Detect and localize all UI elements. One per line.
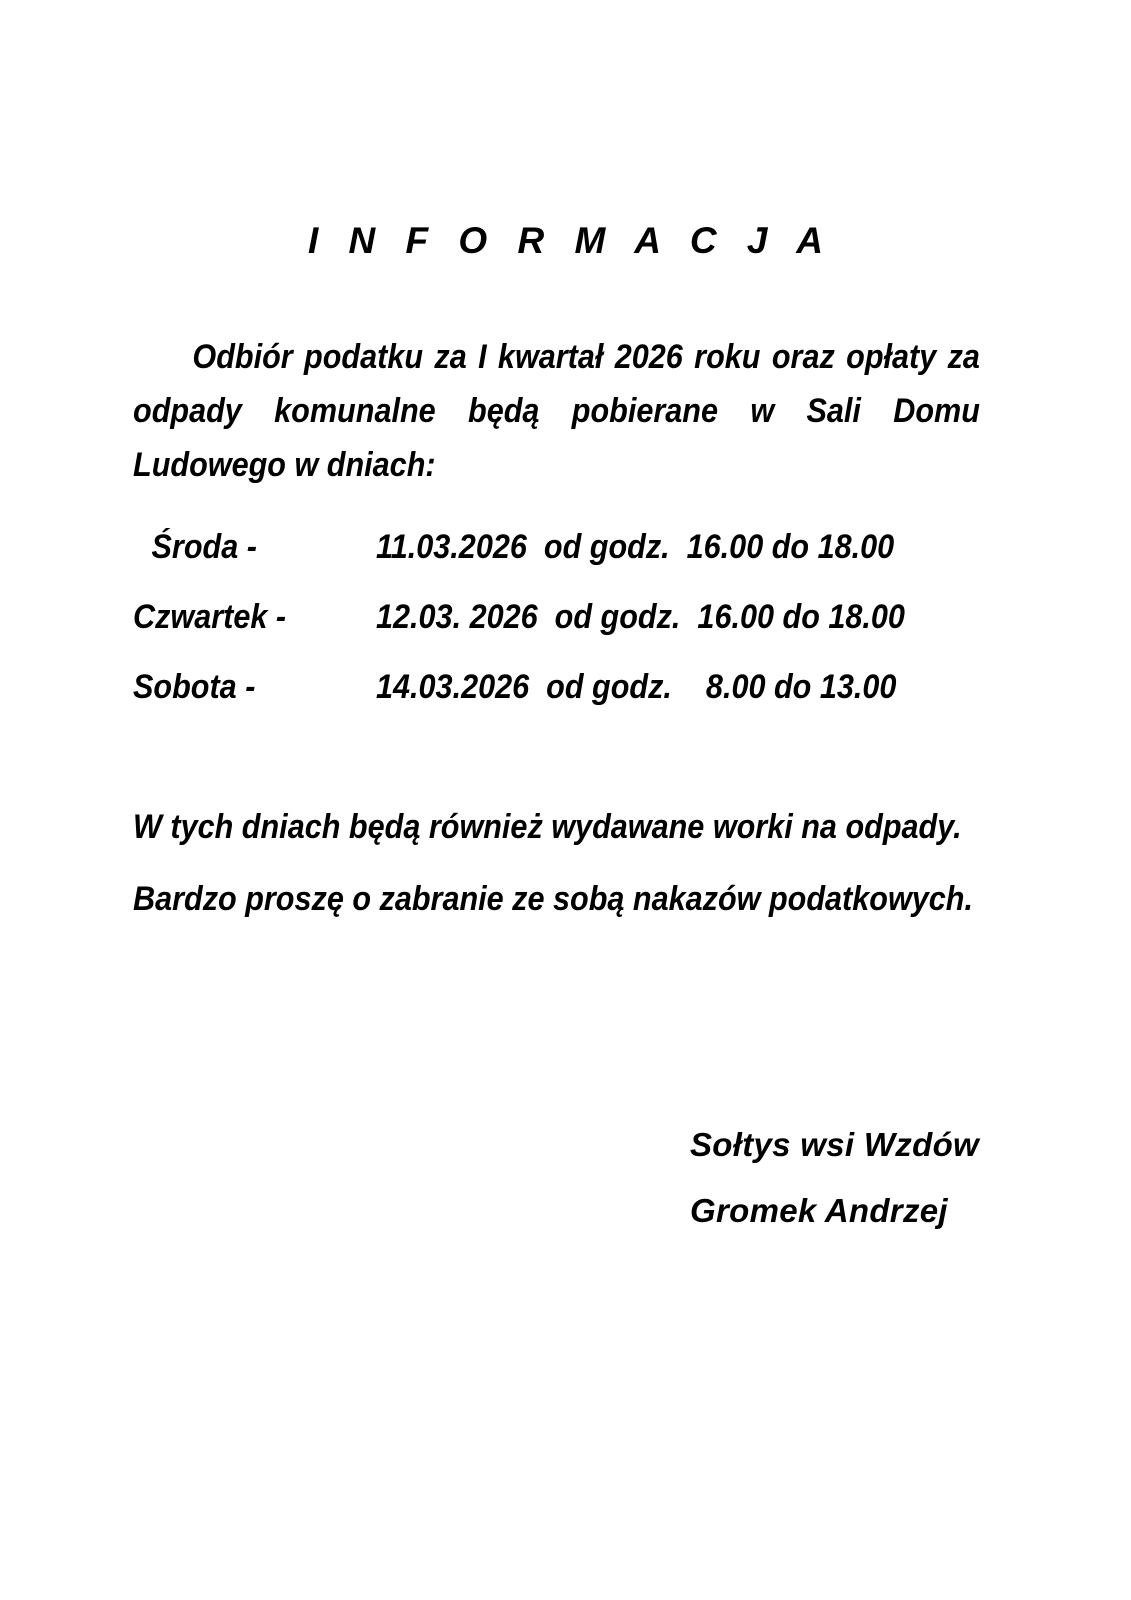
page-title: I N F O R M A C J A (307, 219, 834, 261)
intro-section (133, 330, 980, 492)
schedule-row (133, 652, 1033, 722)
schedule-day-label: Środa - (143, 528, 257, 566)
paragraph-spacer (133, 854, 980, 872)
request-paragraph: Bardzo proszę o zabranie ze sobą nakazów podatkowych. (133, 880, 973, 918)
signature-block (690, 1112, 1070, 1244)
schedule-details: 12.03. 2026 od godz. 16.00 do 18.00 (376, 598, 905, 636)
schedule-row (133, 582, 1033, 652)
schedule-day-label: Czwartek - (133, 598, 287, 636)
signature-role: Sołtys wsi Wzdów (690, 1126, 979, 1163)
intro-paragraph: Odbiór podatku za I kwartał 2026 roku oraz opłaty za odpady komunalne będą pobierane w Sali Domu Ludowego w dniach: (133, 338, 980, 484)
schedule-details: 14.03.2026 od godz. 8.00 do 13.00 (376, 668, 897, 706)
notices-section (133, 800, 980, 926)
notice-paragraph: W tych dniach będą również wydawane worki na odpady. (133, 808, 962, 846)
schedule-row (133, 512, 1033, 582)
schedule-list (133, 512, 1033, 722)
schedule-day-label: Sobota - (133, 668, 256, 706)
schedule-details: 11.03.2026 od godz. 16.00 do 18.00 (376, 528, 895, 566)
signature-name: Gromek Andrzej (690, 1192, 948, 1229)
